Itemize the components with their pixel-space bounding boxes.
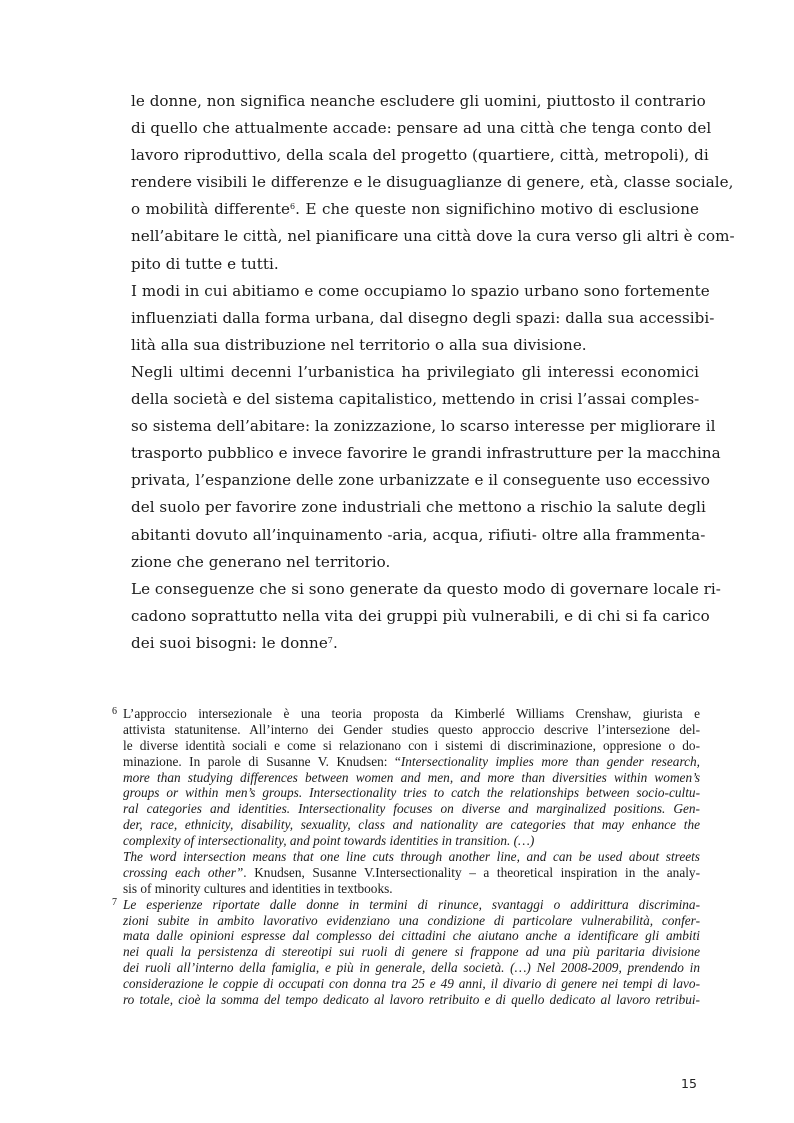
body-line: del suolo per favorire zone industriali che mettono a rischio la salute degli (131, 498, 706, 517)
footnote-6-line: ral categories and identities. Intersectionality focuses on diverse and marginalized positions. Gen- (123, 801, 700, 817)
body-line: cadono soprattutto nella vita dei gruppi più vulnerabili, e di chi si fa carico (131, 606, 710, 625)
footnote-6-line: groups or within men’s groups. Intersectionality tries to catch the relationships between socio-cultu- (123, 785, 700, 801)
footnote-6-line (112, 706, 700, 722)
body-line: I modi in cui abitiamo e come occupiamo lo spazio urbano sono fortemente (131, 281, 710, 300)
body-segment: . E che queste non significhino motivo di esclusione (295, 200, 699, 219)
footnotes (112, 706, 700, 1008)
body-text (131, 88, 735, 657)
footnote-quote: Intersectionality implies more than gender research, (400, 753, 701, 769)
footnote-6-line: complexity of intersectionality, and point towards identities in transition. (…) (123, 833, 535, 849)
page-number: 15 (681, 1076, 697, 1091)
footnote-7-line: mata dalle opinioni espresse dal complesso dei cittadini che aiutano anche a identificare gli ambiti (123, 928, 700, 944)
footnote-7-line: nei quali la persistenza di stereotipi sui ruoli di genere si frappone ad una più paritaria divisione (123, 944, 700, 960)
footnote-6-line: sis of minority cultures and identities in textbooks. (123, 880, 393, 896)
footnote-6-number: 6 (112, 706, 117, 717)
body-segment: o mobilità differente (131, 200, 291, 219)
body-line: privata, l’espanzione delle zone urbanizzate e il conseguente uso eccessivo (131, 471, 710, 490)
footnote-7-number: 7 (112, 896, 117, 908)
body-line: della società e del sistema capitalistico, mettendo in crisi l’assai comples- (131, 390, 700, 409)
body-line: Negli ultimi decenni l’urbanistica ha privilegiato gli interessi economici (131, 362, 699, 381)
footnote-6-line: le diverse identità sociali e come si relazionano con i sistemi di discriminazione, oppresione o do- (123, 737, 700, 753)
footnote-text: . Knudsen, Susanne V.Intersectionality – a theoretical inspiration in the analy- (243, 864, 700, 880)
footnote-7-line: considerazione le coppie di occupati con donna tra 25 e 49 anni, il divario di genere nei tempi di lavo- (123, 976, 700, 992)
body-line: lavoro riproduttivo, della scala del progetto (quartiere, città, metropoli), di (131, 146, 709, 165)
body-line: zione che generano nel territorio. (131, 552, 391, 571)
body-line: trasporto pubblico e invece favorire le grandi infrastrutture per la macchina (131, 444, 721, 463)
body-line: le donne, non significa neanche escludere gli uomini, piuttosto il contrario (131, 92, 706, 110)
body-line: lità alla sua distribuzione nel territorio o alla sua divisione. (131, 335, 587, 354)
footnote-ref-6[interactable]: 6 (290, 202, 296, 212)
body-line: Le conseguenze che si sono generate da questo modo di governare locale ri- (131, 579, 721, 598)
body-line (131, 196, 699, 223)
body-segment: dei suoi bisogni: le donne (131, 633, 328, 652)
body-line (131, 630, 699, 657)
body-line: influenziati dalla forma urbana, dal disegno degli spazi: dalla sua accessibi- (131, 308, 715, 327)
footnote-6-line: The word intersection means that one line cuts through another line, and can be used about streets (123, 849, 700, 865)
footnote-7-line (112, 897, 700, 913)
footnote-text: minazione. In parole di Susanne V. Knudsen: “ (123, 753, 401, 769)
body-line: rendere visibili le differenze e le disuguaglianze di genere, età, classe sociale, (131, 173, 734, 192)
footnote-6-line: attivista statunitense. All’interno dei Gender studies questo approccio descrive l’intersezione del- (123, 721, 700, 737)
footnote-6-line: der, race, ethnicity, disability, sexuality, class and nationality are categories that may enhance the (123, 817, 700, 833)
body-segment: . (332, 633, 338, 652)
body-line: nell’abitare le città, nel pianificare una città dove la cura verso gli altri è com- (131, 227, 735, 246)
body-line: pito di tutte e tutti. (131, 254, 279, 273)
footnote-6-line (123, 754, 700, 770)
footnote-7-line: zioni subite in ambito lavorativo evidenziano una condizione di particolare vulnerabilità, confer- (123, 912, 700, 928)
body-line: di quello che attualmente accade: pensare ad una città che tenga conto del (131, 119, 712, 138)
body-line: so sistema dell’abitare: la zonizzazione, lo scarso interesse per migliorare il (131, 417, 716, 436)
body-line: abitanti dovuto all’inquinamento -aria, acqua, rifiuti- oltre alla frammenta- (131, 525, 706, 544)
footnote-6-line: more than studying differences between women and men, and more than diversities within women’s (123, 769, 700, 785)
footnote-quote: crossing each other” (123, 864, 244, 880)
footnote-6-line (123, 865, 700, 881)
footnote-text: L’approccio intersezionale è una teoria proposta da Kimberlé Williams Crenshaw, giurista e (123, 706, 700, 721)
footnote-7-line: ro totale, cioè la somma del tempo dedicato al lavoro retribuito e di quello dedicato al lavoro retribui- (123, 992, 700, 1008)
footnote-ref-7[interactable]: 7 (327, 635, 333, 645)
footnote-text: Le esperienze riportate dalle donne in termini di rinunce, svantaggi o addirittura discrimina- (123, 896, 700, 912)
footnote-7-line: dei ruoli all’interno della famiglia, e più in generale, della società. (…) Nel 2008-2009, prendendo in (123, 960, 700, 976)
